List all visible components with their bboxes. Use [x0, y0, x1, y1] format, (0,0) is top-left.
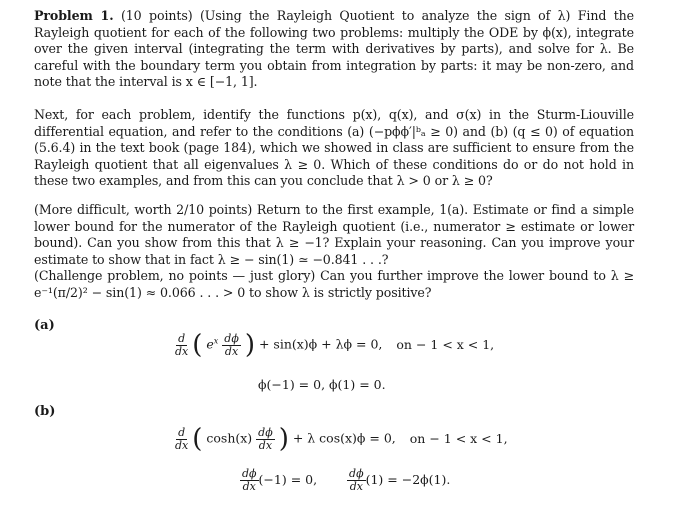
challenge-paragraph: (Challenge problem, no points — just glory) Can you further improve the lower bound to λ ≥ e⁻¹(π/2)² − sin(1) ≈ 0.066 . . . > 0 to show λ is strictly positive?	[34, 268, 634, 300]
part-b-domain: on − 1 < x < 1,	[409, 430, 508, 446]
part-b-dphidx: $\frac{d\phi}{dx}$	[258, 425, 273, 452]
intro-text: (Using the Rayleigh Quotient to analyze the sign of λ) Find the Rayleigh quotient for each of the following two problems: multiply the ODE by ϕ(x), integrate over the given interval (integrating the term with derivatives by parts), and solve for λ. Be careful with the boundary term you obtain from integration by parts: it may be non-zero, and note that the interval is x ∈ [−1, 1].	[34, 8, 635, 90]
part-b-equation	[175, 424, 508, 454]
part-b-close-paren: )	[278, 424, 289, 454]
part-a-close-paren: )	[244, 330, 255, 360]
part-a-ddx: $\frac{d}{dx}$	[175, 331, 189, 358]
difficult-paragraph: (More difficult, worth 2/10 points) Return to the first example, 1(a). Estimate or find a simple lower bound for the numerator of the Rayleigh quotient (i.e., numerator ≥ estimate or lower bound). Can you show from this that λ ≥ −1? Explain your reasoning. Can you improve your estimate to show that in fact λ ≥ − sin(1) ≃ −0.841 . . .?	[34, 201, 634, 267]
part-a-open-paren: (	[192, 330, 203, 360]
problem-heading: Problem 1.	[34, 8, 114, 23]
part-a-domain: on − 1 < x < 1,	[396, 336, 495, 352]
part-b-boundary-conditions	[240, 468, 450, 493]
part-a-exp: e	[206, 336, 214, 352]
problem-document	[34, 8, 634, 302]
part-a-equation	[175, 330, 494, 360]
part-b-cosh: cosh(x)	[206, 430, 253, 446]
sturm-liouville-paragraph: Next, for each problem, identify the functions p(x), q(x), and σ(x) in the Sturm-Liouville differential equation, and refer to the conditions (a) (−pϕϕ′|ᵇₐ ≥ 0) and (b) (q ≤ 0) of equation (5.6.4) in the text book (page 184), which we showed in class are sufficient to ensure from the Rayleigh quotient that all eigenvalues λ ≥ 0. Which of these conditions do or do not hold in these two examples, and from this can you conclude that λ > 0 or λ ≥ 0?	[34, 106, 634, 189]
part-b-bc2-deriv: $\frac{d\phi}{dx}$	[349, 467, 364, 493]
part-a-dphidx: $\frac{d\phi}{dx}$	[224, 331, 239, 358]
part-b-label: (b)	[34, 404, 56, 419]
part-a-label: (a)	[34, 318, 55, 333]
part-a-eq-rest: + sin(x)ϕ + λϕ = 0,	[258, 336, 383, 352]
part-a-exp-sup: x	[213, 336, 219, 346]
intro-paragraph	[34, 8, 634, 91]
part-b-eq-rest: + λ cos(x)ϕ = 0,	[292, 430, 396, 446]
part-b-bc1-deriv: $\frac{d\phi}{dx}$	[242, 467, 257, 493]
part-b-open-paren: (	[192, 424, 203, 454]
problem-points: (10 points)	[120, 8, 193, 23]
part-b-ddx: $\frac{d}{dx}$	[175, 425, 189, 452]
part-a-boundary-conditions: ϕ(−1) = 0, ϕ(1) = 0.	[258, 377, 386, 392]
part-b-bc2-rest: (1) = −2ϕ(1).	[365, 472, 451, 487]
part-b-bc1-rest: (−1) = 0,	[258, 472, 318, 487]
